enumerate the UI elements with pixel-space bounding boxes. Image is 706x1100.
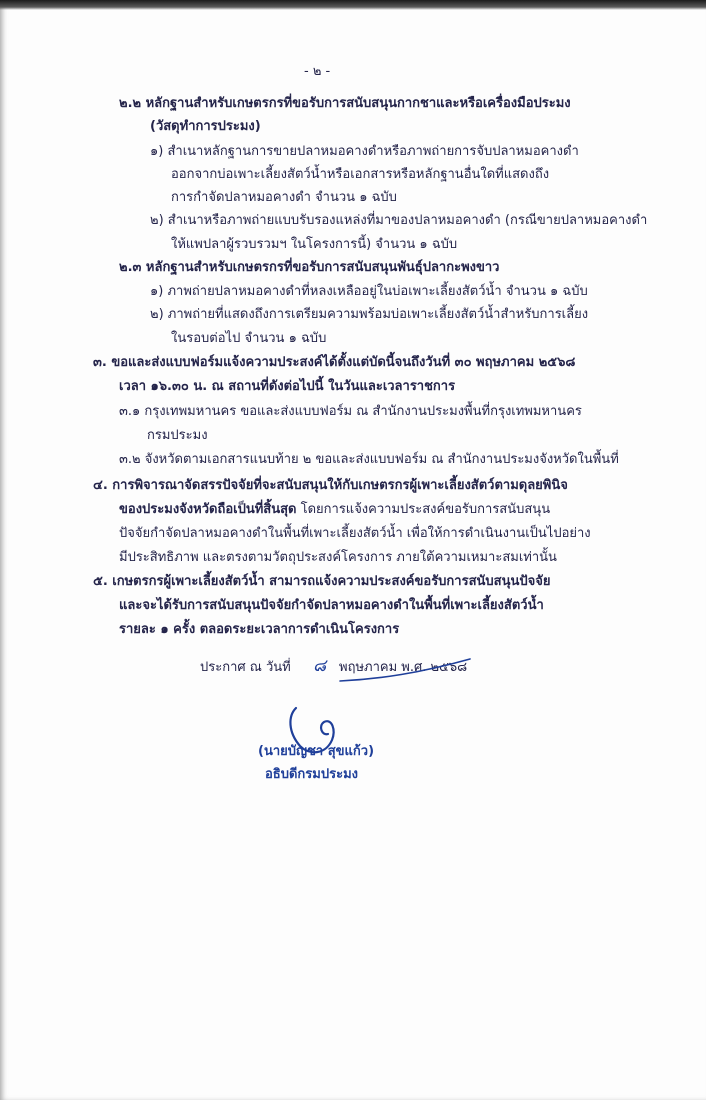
section-4-line-3: ปัจจัยกำจัดปลาหมอคางดำในพื้นที่เพาะเลี้ยงสัตว์น้ำ เพื่อให้การดำเนินงานเป็นไปอย่าง — [119, 526, 591, 541]
section-2-3-item-2: ๒) ภาพถ่ายที่แสดงถึงการเตรียมความพร้อมบ่อเพาะเลี้ยงสัตว์น้ำสำหรับการเลี้ยง — [150, 307, 589, 322]
announcement-day: ๘ — [313, 656, 327, 676]
section-5-line-2: และจะได้รับการสนับสนุนปัจจัยกำจัดปลาหมอคางดำในพื้นที่เพาะเลี้ยงสัตว์น้ำ — [119, 598, 544, 613]
section-2-2-item-1-cont: ออกจากบ่อเพาะเลี้ยงสัตว์น้ำหรือเอกสารหรือหลักฐานอื่นใดที่แสดงถึง — [171, 167, 550, 182]
section-4-line-2 — [119, 502, 550, 518]
section-3-1-cont: กรมประมง — [147, 428, 208, 443]
section-5-line-1: ๕. เกษตรกรผู้เพาะเลี้ยงสัตว์น้ำ สามารถแจ้งความประสงค์ขอรับการสนับสนุนปัจจัย — [93, 574, 551, 589]
section-3-line-2: เวลา ๑๖.๓๐ น. ณ สถานที่ดังต่อไปนี้ ในวันและเวลาราชการ — [119, 379, 456, 394]
section-2-2-item-2: ๒) สำเนาหรือภาพถ่ายแบบรับรองแหล่งที่มาของปลาหมอคางดำ (กรณีขายปลาหมอคางดำ — [150, 213, 648, 228]
section-2-2-heading: ๒.๒ หลักฐานสำหรับเกษตรกรที่ขอรับการสนับสนุนกากชาและหรือเครื่องมือประมง — [119, 96, 571, 111]
section-2-2-heading-cont: (วัสดุทำการประมง) — [150, 119, 261, 134]
announcement-month-year: พฤษภาคม พ.ศ. ๒๕๖๘ — [339, 660, 468, 675]
handwritten-stroke — [330, 655, 480, 685]
section-2-3-item-1: ๑) ภาพถ่ายปลาหมอคางดำที่หลงเหลืออยู่ในบ่อเพาะเลี้ยงสัตว์น้ำ จำนวน ๑ ฉบับ — [150, 284, 588, 299]
section-2-3-heading: ๒.๓ หลักฐานสำหรับเกษตรกรที่ขอรับการสนับสนุนพันธุ์ปลากะพงขาว — [119, 260, 500, 275]
section-4-line-1: ๔. การพิจารณาจัดสรรปัจจัยที่จะสนับสนุนให้กับเกษตรกรผู้เพาะเลี้ยงสัตว์ตามดุลยพินิจ — [93, 478, 568, 493]
announcement-prefix: ประกาศ ณ วันที่ — [200, 660, 291, 675]
scan-edge — [0, 0, 706, 10]
section-4-bold-phrase: ของประมงจังหวัดถือเป็นที่สิ้นสุด — [119, 502, 297, 517]
section-2-2-item-1: ๑) สำเนาหลักฐานการขายปลาหมอคางดำหรือภาพถ่ายการจับปลาหมอคางดำ — [150, 144, 579, 159]
signatory-title: อธิบดีกรมประมง — [265, 767, 358, 782]
section-2-3-item-2-cont: ในรอบต่อไป จำนวน ๑ ฉบับ — [171, 331, 327, 346]
signatory-name: (นายบัญชา สุขแก้ว) — [258, 744, 375, 759]
section-2-2-item-2-cont: ให้แพปลาผู้รวบรวมฯ ในโครงการนี้) จำนวน ๑ ฉบับ — [171, 237, 458, 252]
section-4-line-4: มีประสิทธิภาพ และตรงตามวัตถุประสงค์โครงการ ภายใต้ความเหมาะสมเท่านั้น — [119, 550, 557, 565]
section-3-1: ๓.๑ กรุงเทพมหานคร ขอและส่งแบบฟอร์ม ณ สำนักงานประมงพื้นที่กรุงเทพมหานคร — [119, 404, 582, 419]
section-5-line-3: รายละ ๑ ครั้ง ตลอดระยะเวลาการดำเนินโครงการ — [119, 622, 400, 637]
page-number: - ๒ - — [304, 64, 331, 79]
section-3-2: ๓.๒ จังหวัดตามเอกสารแนบท้าย ๒ ขอและส่งแบบฟอร์ม ณ สำนักงานประมงจังหวัดในพื้นที่ — [119, 452, 619, 467]
section-3-line-1: ๓. ขอและส่งแบบฟอร์มแจ้งความประสงค์ได้ตั้งแต่บัดนี้จนถึงวันที่ ๓๐ พฤษภาคม ๒๕๖๘ — [93, 355, 576, 370]
section-4-line-2-rest: โดยการแจ้งความประสงค์ขอรับการสนับสนุน — [296, 502, 551, 517]
section-2-2-item-1-cont: การกำจัดปลาหมอคางดำ จำนวน ๑ ฉบับ — [171, 190, 397, 205]
